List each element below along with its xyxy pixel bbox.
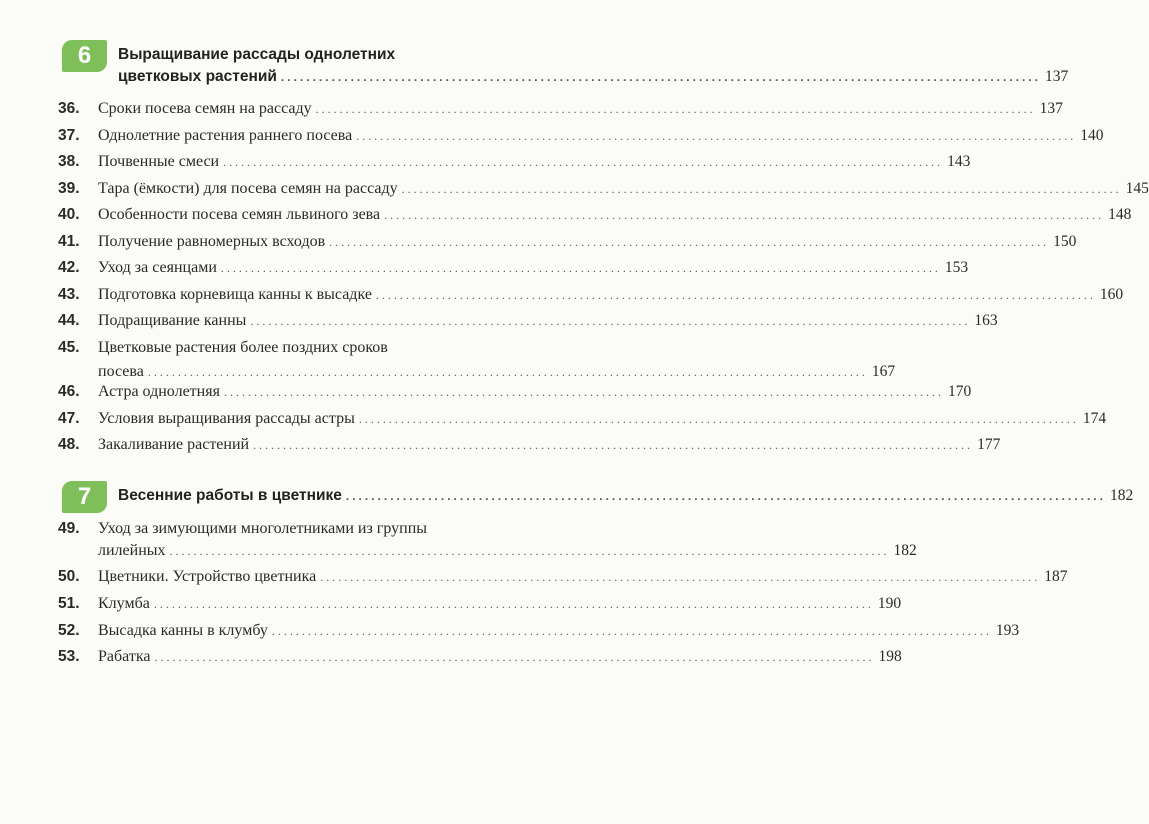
chapter-title bbox=[118, 44, 1069, 88]
chapter-title-line2: цветковых растений ........................................................................................................................ 137 bbox=[118, 66, 578, 88]
page-number: 143 bbox=[947, 153, 971, 170]
chapter-7-heading bbox=[62, 481, 1134, 513]
page-number: 163 bbox=[974, 312, 998, 329]
page-number: 148 bbox=[1108, 206, 1132, 223]
page-number: 193 bbox=[995, 622, 1020, 639]
chapter-title-line1: Выращивание рассады однолетних bbox=[118, 46, 396, 63]
page-number: 137 bbox=[1045, 68, 1069, 85]
page-number: 170 bbox=[947, 383, 972, 400]
chapter-title: Весенние работы в цветнике ........................................................................................................................ 182 bbox=[118, 485, 578, 507]
table-of-contents-page: 6 Выращивание рассады однолетних цветковых растений ........................................................................................................................ 137 36. Сроки посева семян на рассаду ........................................................................................................................ 137 37. Однолетние растения раннего посева ........................................................................................................................ 140 38. Почвенные смеси ........................................................................................................................ 143 39. Тара (ёмкости) для посева семян на рассаду ........................................................................................................................ 145 40. Особенности посева семян львиного зева ........................................................................................................................ 148 41. Получение равномерных всходов ........................................................................................................................ 150 42. Уход за сеянцами ........................................................................................................................ 153 43. Подготовка корневища канны к высадке ........................................................................................................................ 160 44. Подращивание канны ........................................................................................................................ 163 45. Цветковые растения более поздних сроков посева ........................................................................................................................ 167 46. Астра однолетняя ........................................................................................................................ 170 47. Условия выращивания рассады астры ........................................................................................................................ 174 48. Закаливание растений ........................................................................................................................ 177 7 Весенние работы в цветнике ........................................................................................................................ 182 49. Уход за зимующими многолетниками из группы лилейных ........................................................................................................................ 182 50. Цветники. Устройство цветника ........................................................................................................................ 187 51. Клумба ........................................................................................................................ 190 52. Высадка канны в клумбу ........................................................................................................................ 193 53. Рабатка ........................................................................................................................ 198 bbox=[0, 0, 608, 824]
page-number: 198 bbox=[878, 648, 902, 665]
page-number: 137 bbox=[1039, 100, 1063, 117]
page-number: 145 bbox=[1125, 179, 1149, 197]
page-number: 174 bbox=[1082, 409, 1107, 427]
page-number: 153 bbox=[944, 259, 969, 276]
page-number: 177 bbox=[977, 436, 1001, 453]
chapter-number-badge: 7 bbox=[62, 481, 107, 513]
chapter-6-heading bbox=[62, 40, 1069, 90]
chapter-number-badge: 6 bbox=[62, 40, 107, 72]
page-number: 140 bbox=[1080, 126, 1104, 144]
page-number: 167 bbox=[871, 362, 896, 380]
page-number: 187 bbox=[1044, 568, 1068, 585]
page-number: 190 bbox=[877, 595, 902, 612]
page-number: 182 bbox=[1109, 487, 1134, 504]
page-number: 182 bbox=[893, 542, 917, 559]
page-number: 160 bbox=[1099, 285, 1124, 303]
page-number: 150 bbox=[1053, 232, 1077, 250]
